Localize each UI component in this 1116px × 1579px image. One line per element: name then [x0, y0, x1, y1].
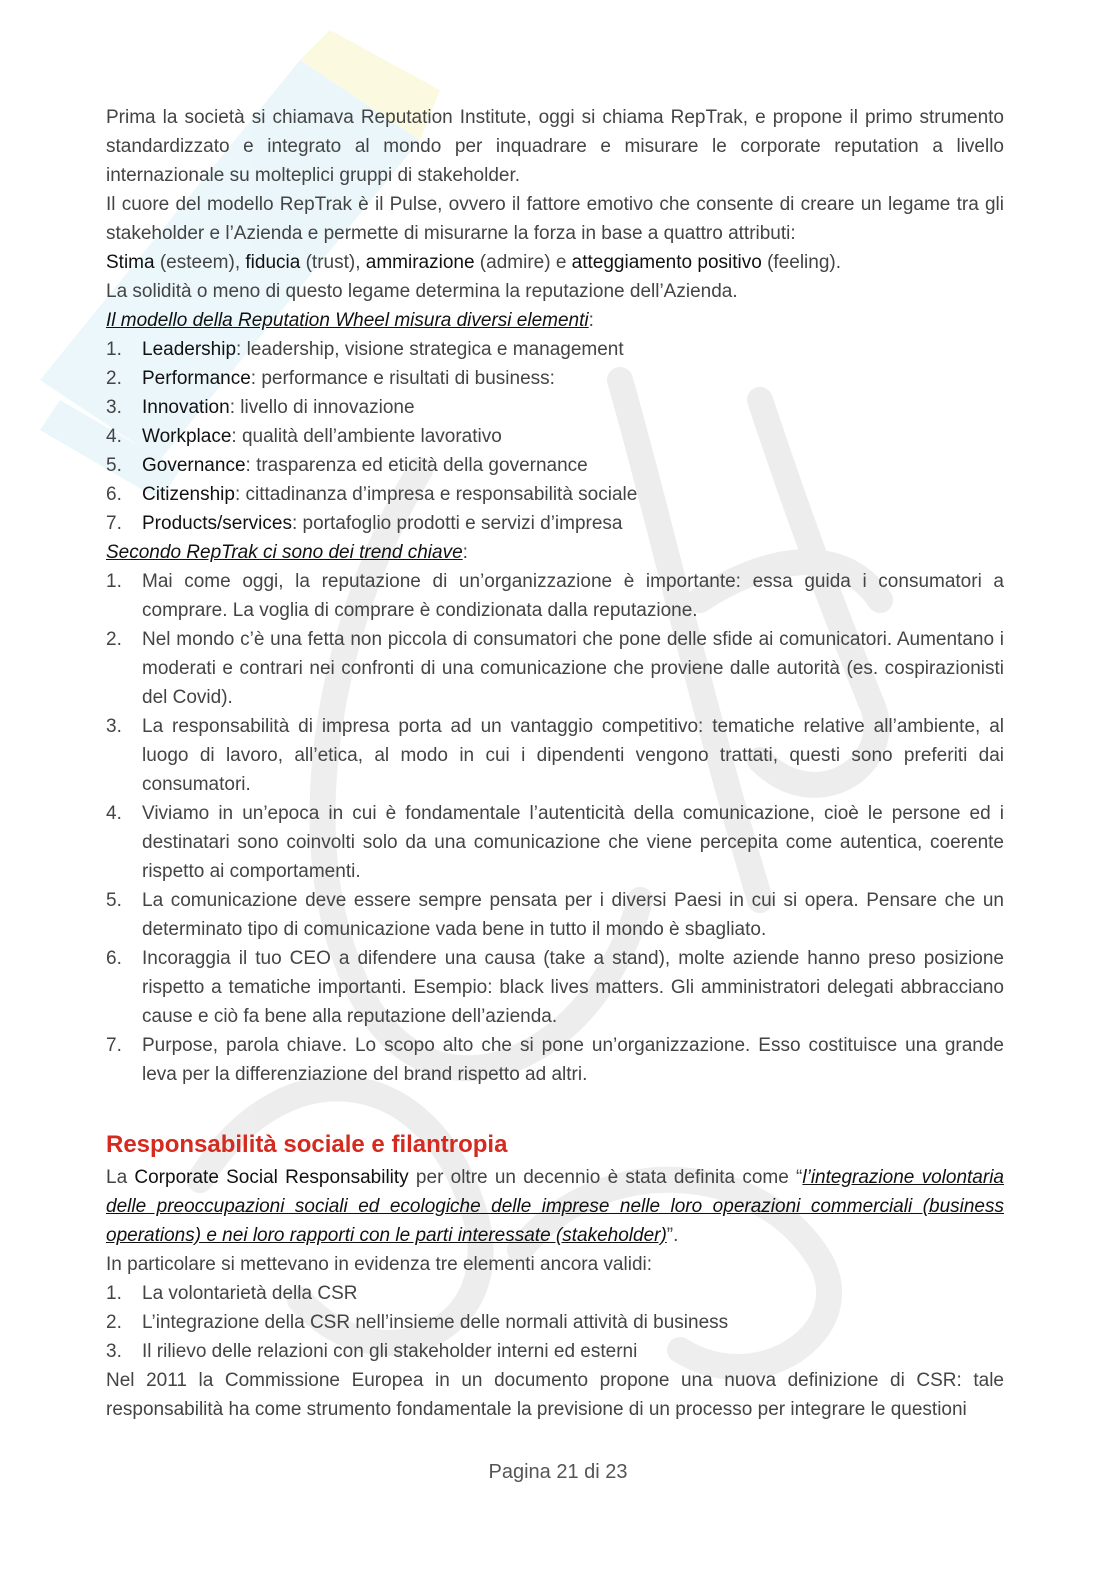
page-footer: Pagina 21 di 23 [488, 1461, 628, 1483]
trends-list [106, 567, 1004, 1089]
wheel-heading-colon: : [588, 310, 594, 331]
wheel-term: Performance [142, 368, 251, 389]
attributes-line [106, 248, 1004, 277]
wheel-desc: : performance e risultati di business: [250, 368, 555, 389]
list-item [106, 451, 1004, 480]
trend-text: Viviamo in un’epoca in cui è fondamentale l’autenticità della comunicazione, cioè le persone ed i destinatari sono coinvolti solo da una comunicazione che viene percepita come autentica, coerente rispetto ai comportamenti. [142, 803, 1004, 882]
wheel-term: Leadership [142, 339, 237, 360]
list-item [106, 1279, 1004, 1308]
list-number: 3. [106, 716, 122, 737]
csr-item-text: L’integrazione della CSR nell’insieme delle normali attività di business [142, 1312, 729, 1333]
list-number: 7. [106, 1035, 122, 1056]
wheel-heading-line [106, 306, 1004, 335]
csr-quote: l’integrazione volontaria delle preoccupazioni sociali ed ecologiche delle imprese nelle loro operazioni commerciali (business operations) e nei loro rapporti con le parti interessate (stakeholder) [106, 1167, 1004, 1246]
attribute-desc: (feeling). [761, 252, 841, 273]
trend-text: Incoraggia il tuo CEO a difendere una causa (take a stand), molte aziende hanno preso posizione rispetto a tematiche importanti. Esempio: black lives matters. Gli amministratori delegati abbracciano cause e ciò fa bene alla reputazione dell’azienda. [142, 948, 1004, 1027]
list-number: 7. [106, 513, 122, 534]
attribute-term: atteggiamento positivo [571, 252, 762, 273]
list-number: 4. [106, 803, 122, 824]
list-item [106, 393, 1004, 422]
intro-paragraph-3: La solidità o meno di questo legame determina la reputazione dell’Azienda. [106, 281, 738, 302]
list-number: 2. [106, 1312, 122, 1333]
wheel-desc: : leadership, visione strategica e management [236, 339, 624, 360]
list-item [106, 944, 1004, 1031]
attribute-term: Stima [106, 252, 155, 273]
csr-item-text: La volontarietà della CSR [142, 1283, 358, 1304]
wheel-term: Products/services [142, 513, 292, 534]
wheel-heading: Il modello della Reputation Wheel misura diversi elementi [106, 310, 589, 331]
trends-heading: Secondo RepTrak ci sono dei trend chiave [106, 542, 463, 563]
list-number: 5. [106, 455, 122, 476]
list-number: 1. [106, 571, 122, 592]
attribute-term: ammirazione [365, 252, 475, 273]
wheel-desc: : portafoglio prodotti e servizi d’impresa [291, 513, 623, 534]
wheel-desc: : cittadinanza d’impresa e responsabilità sociale [234, 484, 638, 505]
list-number: 4. [106, 426, 122, 447]
list-item [106, 480, 1004, 509]
wheel-term: Governance [142, 455, 246, 476]
trends-heading-line [106, 538, 1004, 567]
attribute-desc: (trust), [300, 252, 366, 273]
list-item [106, 712, 1004, 799]
intro-paragraph-2: Il cuore del modello RepTrak è il Pulse, ovvero il fattore emotivo che consente di creare un legame tra gli stakeholder e l’Azienda e permette di misurarne la forza in base a quattro attributi: [106, 194, 1004, 244]
list-number: 2. [106, 368, 122, 389]
attribute-desc: (esteem), [154, 252, 246, 273]
wheel-term: Innovation [142, 397, 230, 418]
wheel-list [106, 335, 1004, 538]
list-number: 1. [106, 1283, 122, 1304]
list-number: 1. [106, 339, 122, 360]
trend-text: Mai come oggi, la reputazione di un’organizzazione è importante: essa guida i consumatori a comprare. La voglia di comprare è condizionata dalla reputazione. [142, 571, 1004, 621]
csr-list [106, 1279, 1004, 1366]
csr-elements-intro: In particolare si mettevano in evidenza tre elementi ancora validi: [106, 1254, 653, 1275]
csr-def-suffix: ”. [666, 1225, 679, 1246]
wheel-desc: : qualità dell’ambiente lavorativo [231, 426, 502, 447]
list-number: 6. [106, 948, 122, 969]
trends-heading-colon: : [462, 542, 468, 563]
list-item [106, 509, 1004, 538]
section-title: Responsabilità sociale e filantropia [106, 1131, 508, 1158]
csr-term: Corporate Social Responsability [134, 1167, 409, 1188]
wheel-term: Workplace [142, 426, 232, 447]
csr-item-text: Il rilievo delle relazioni con gli stakeholder interni ed esterni [142, 1341, 638, 1362]
list-item [106, 1031, 1004, 1089]
attribute-term: fiducia [245, 252, 301, 273]
list-item [106, 625, 1004, 712]
list-item [106, 335, 1004, 364]
trend-text: La comunicazione deve essere sempre pensata per i diversi Paesi in cui si opera. Pensare che un determinato tipo di comunicazione vada bene in tutto il mondo è sbagliato. [142, 890, 1004, 940]
list-item [106, 422, 1004, 451]
csr-definition [106, 1163, 1004, 1250]
wheel-desc: : trasparenza ed eticità della governance [245, 455, 588, 476]
list-number: 5. [106, 890, 122, 911]
list-item [106, 799, 1004, 886]
list-item [106, 1308, 1004, 1337]
csr-def-prefix: La [106, 1167, 135, 1188]
trend-text: La responsabilità di impresa porta ad un vantaggio competitivo: tematiche relative all’ambiente, al luogo di lavoro, all’etica, al modo in cui i dipendenti vengono trattati, questi sono preferiti dai consumatori. [142, 716, 1004, 795]
list-item [106, 364, 1004, 393]
list-item [106, 567, 1004, 625]
list-number: 3. [106, 1341, 122, 1362]
attribute-desc: (admire) e [474, 252, 572, 273]
trend-text: Nel mondo c’è una fetta non piccola di consumatori che pone delle sfide ai comunicatori. Aumentano i moderati e contrari nei confronti di una comunicazione che proviene dalle autorità (es. cospirazionisti del Covid). [142, 629, 1004, 708]
document-page [106, 103, 1004, 1424]
intro-paragraph-1: Prima la società si chiamava Reputation Institute, oggi si chiama RepTrak, e propone il primo strumento standardizzato e integrato al mondo per inquadrare e misurare le corporate reputation a livello internazionale su molteplici gruppi di stakeholder. [106, 107, 1004, 186]
list-item [106, 886, 1004, 944]
list-number: 6. [106, 484, 122, 505]
csr-def-middle: per oltre un decennio è stata definita come “ [408, 1167, 803, 1188]
list-number: 3. [106, 397, 122, 418]
wheel-desc: : livello di innovazione [229, 397, 415, 418]
list-item [106, 1337, 1004, 1366]
list-number: 2. [106, 629, 122, 650]
wheel-term: Citizenship [142, 484, 235, 505]
csr-last-paragraph: Nel 2011 la Commissione Europea in un documento propone una nuova definizione di CSR: tale responsabilità ha come strumento fondamentale la previsione di un processo per integrare le questioni [106, 1370, 1004, 1420]
trend-text: Purpose, parola chiave. Lo scopo alto che si pone un’organizzazione. Esso costituisce una grande leva per la differenziazione del brand rispetto ad altri. [142, 1035, 1004, 1085]
